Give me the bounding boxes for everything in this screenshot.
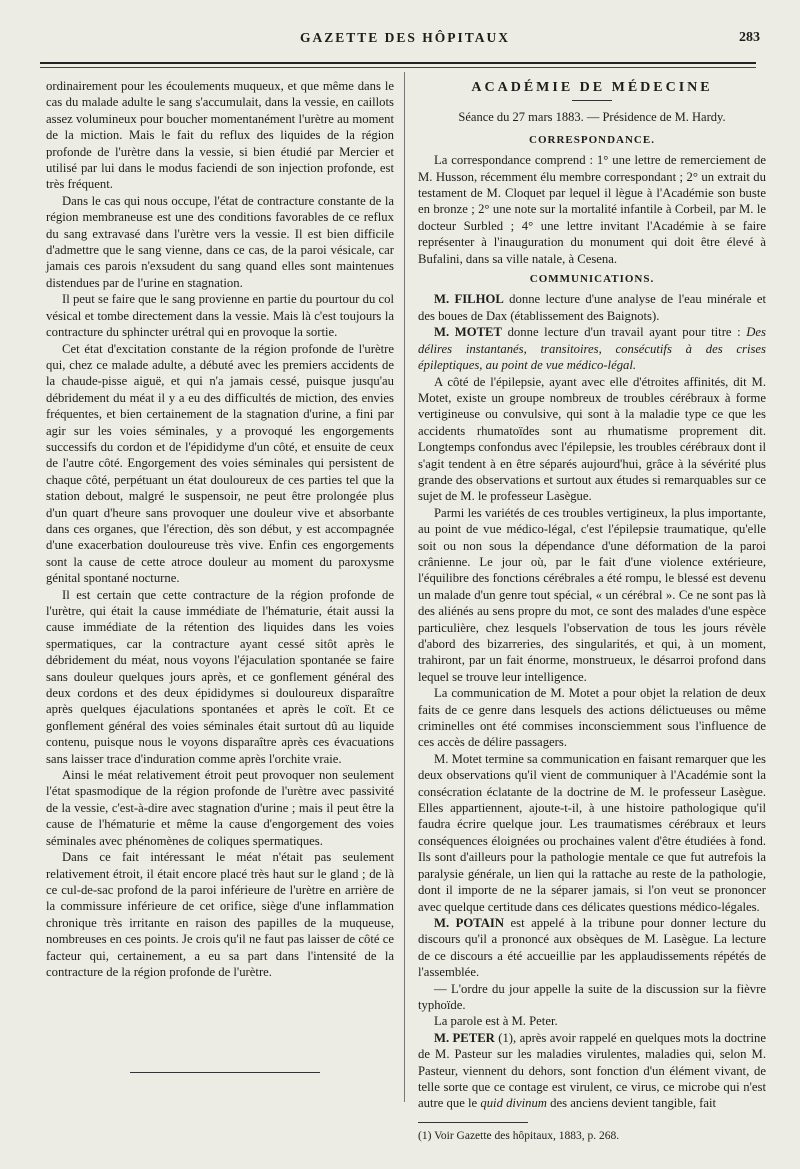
speaker-name: M. POTAIN bbox=[434, 915, 505, 930]
running-title: GAZETTE DES HÔPITAUX bbox=[299, 30, 511, 45]
paragraph: Cet état d'excitation constante de la région profonde de l'urètre qui, chez ce malade adulte, a débuté avec les premiers accidents de la chaude-pisse aiguë, et qui n'a jamais cessé, puisque jusqu'au débridement du méat il y a eu des difficultés de miction, des envies fréquentes, et bien certainement de la stagnation d'urine, a fini par agir sur les voies séminales, y a provoqué les engorgements successifs du cordon et de l'épididyme d'un côté, et ensuite de ceux de l'autre côté. Engorgement des voies séminales qui persistent de chaque côté, perpétuant un état douloureux de ces parties tel que la station debout, malgré le suspensoir, ne peut être prolongée plus d'un quart d'heure sans provoquer une douleur vive et absorbante dans ces organes, que l'érection, dès son début, y est accompagnée d'une exacerbation douloureuse très vive. Enfin ces engorgements sont la cause de cette atroce douleur au moment du paroxysme génital spontané nocturne. bbox=[46, 341, 394, 586]
paragraph: La parole est à M. Peter. bbox=[434, 1014, 558, 1029]
title-rule bbox=[572, 100, 612, 101]
paragraph: Parmi les variétés de ces troubles vertigineux, la plus importante, au point de vue médico-légal, c'est l'épilepsie traumatique, qu'elle soit ou non sous la dépendance d'une déformation de la paroi crânienne. Le jour où, par le fait d'une violence extérieure, l'équilibre des fonctions cérébrales a été rompu, le blessé est devenu un malade d'un genre tout spécial, « un cérébral ». Ce ne sont pas là des aliénés au sens propre du mot, ce sont des malades d'une espèce particulière, chez lesquels l'observation de tous les jours révèle d'abord des bizarreries, des singularités, et qui, à un moment, trahiront, par un fait énorme, monstrueux, le désarroi profond dans lequel se trouve leur intelligence. bbox=[418, 505, 766, 684]
article-end-rule bbox=[130, 1072, 320, 1073]
header-rule bbox=[40, 62, 756, 64]
section-title: ACADÉMIE DE MÉDECINE bbox=[471, 80, 713, 95]
paragraph-text: est appelé à la tribune pour donner lecture du discours qu'il a prononcé aux obsèques de M. Lasègue. La lecture de ce discours a été accueillie par les applaudissements répétés de l'assemblée. bbox=[418, 915, 766, 980]
paragraph bbox=[418, 324, 766, 373]
speaker-name: M. MOTET bbox=[434, 325, 502, 340]
paragraph: Dans ce fait intéressant le méat n'était pas seulement relativement étroit, il était encore placé très haut sur le gland ; de là ce cul-de-sac profond de la paroi inférieure de l'urètre en arrière de la commissure inférieure de cet orifice, siège d'une inflammation chronique très irritante en raison des papilles de la muqueuse, nombreuses en ces points. Je crois qu'il ne faut pas laisser de côté ce facteur qui, certainement, a eu sa part dans l'intensité de la contracture de la région profonde de l'urètre. bbox=[46, 850, 394, 979]
paragraph-text: , après avoir rappelé en quelques mots la doctrine de M. Pasteur sur les maladies virulentes, maladies qui, selon M. Pasteur, viennent du dehors, sont fonction d'un élément vivant, de telle sorte que ce contage est virulent, ce virus, ce microbe qui n'est autre que le bbox=[418, 1030, 766, 1111]
footnote-ref: (1) bbox=[494, 1030, 514, 1045]
paragraph bbox=[418, 1030, 766, 1112]
paragraph: — L'ordre du jour appelle la suite de la discussion sur la fièvre typhoïde. bbox=[418, 981, 766, 1012]
paragraph: A côté de l'épilepsie, ayant avec elle d'étroites affinités, dit M. Motet, existe un groupe nombreux de troubles cérébraux à forme vertigineuse ou convulsive, qui sont à la maladie type ce que les accidents rhumatoïdes sont au rhumatisme proprement dit. Longtemps confondus avec l'épilepsie, les troubles cérébraux dont il s'agit tendent à en être séparés aujourd'hui, grâce à la sévérité plus grande des observations et surtout aux études si remarquables sur ce sujet de M. le professeur Lasègue. bbox=[418, 374, 766, 504]
subsection-heading: CORRESPONDANCE. bbox=[529, 133, 655, 146]
paragraph-text: des anciens devient tangible, fait bbox=[546, 1096, 717, 1111]
paragraph: Il peut se faire que le sang provienne en partie du pourtour du col vésical et tombe directement dans la vessie. Mais là c'est toujours la contracture du sphincter urétral qui en provoque la sortie. bbox=[46, 292, 394, 340]
paragraph-text: donne lecture d'un travail ayant pour titre : bbox=[501, 325, 747, 340]
paragraph-text: donne lecture d'une analyse de l'eau minérale et des boues de Dax (établissement des Baignots). bbox=[418, 292, 766, 323]
right-column bbox=[418, 78, 766, 1143]
session-line: Séance du 27 mars 1883. — Présidence de M. Hardy. bbox=[458, 110, 726, 125]
speaker-name: M. FILHOL bbox=[434, 292, 504, 307]
work-title: Des délires instantanés, transitoires, consécutifs à des crises épileptiques, au point de vue médico-légal. bbox=[418, 325, 766, 373]
footnote: (1) Voir Gazette des hôpitaux, 1883, p. 268. bbox=[418, 1129, 620, 1142]
paragraph: M. Motet termine sa communication en faisant remarquer que les deux observations qu'il vient de communiquer à l'Académie sont la consécration éclatante de la doctrine de M. le professeur Lasègue. Elles appartiennent, ajoute-t-il, à une histoire pathologique qu'il faudra écrire quelque jour. Les traumatismes cérébraux et leurs conséquences éloignées ou prochaines valent d'être étudiées à fond. Ils sont d'ailleurs pour la pathologie mentale ce que fut autrefois la paralysie générale, un lien qui la rattache au reste de la pathologie, dont il importe de ne la séparer jamais, si l'on veut se prononcer avec quelque certitude dans ces délicates questions médico-légales. bbox=[418, 751, 766, 914]
paragraph bbox=[418, 291, 766, 324]
paragraph: La correspondance comprend : 1° une lettre de remerciement de M. Husson, récemment élu membre correspondant ; 2° un extrait du testament de M. Cloquet par lequel il lègue à l'Académie son buste en bronze ; 2° une note sur la mortalité infantile à Corbeil, par M. le docteur Surbled ; 4° une lettre invitant l'Académie à se faire représenter à l'inauguration du monument qui doit être élevé à Bufalini, dans sa ville natale, à Cesena. bbox=[418, 153, 766, 266]
left-column bbox=[46, 78, 394, 980]
paragraph: La communication de M. Motet a pour objet la relation de deux faits de ce genre dans lesquels des actions délictueuses ou même criminelles ont été commises inconsciemment sous l'influence de ces accès de délire passagers. bbox=[418, 686, 766, 750]
paragraph: Ainsi le méat relativement étroit peut provoquer non seulement l'état spasmodique de la région profonde de l'urètre avec passivité de la vessie, c'est-à-dire avec stagnation d'urine ; mais il peut être la cause de l'hématurie et même la cause d'engorgement des voies séminales avec phénomènes de coliques spermatiques. bbox=[46, 768, 394, 848]
paragraph: ordinairement pour les écoulements muqueux, et que même dans le cas du malade adulte le sang s'accumulait, dans la vessie, en caillots assez volumineux pour boucher momentanément l'urètre au moment de la miction. Mais le fait du reflux des liquides de la région profonde de l'urètre dans la vessie, si bien étudié par Mercier et utilisé par lui dans le modus faciendi de son injection profonde, est très fréquent. bbox=[46, 79, 394, 192]
paragraph bbox=[418, 915, 766, 981]
italic-phrase: quid divinum bbox=[480, 1096, 547, 1111]
subsection-heading: COMMUNICATIONS. bbox=[529, 273, 655, 286]
paragraph: Il est certain que cette contracture de la région profonde de l'urètre, qui était la cause immédiate de l'hématurie, était aussi la cause immédiate de la rétention des liquides dans les voies spermatiques, car la contracture ayant cessé sitôt après le débridement du méat, nous voyons l'éjaculation spontanée se faire sans douleur quelques jours après, et ce gonflement général des deux cordons et des deux épididymes si douloureux disparaître après quelques éjaculations spontanées et après le coït. Et ce gonflement général des voies séminales était surtout dû au liquide contenu, puisque nous le voyons disparaître après ces évacuations sans laisser trace d'induration comme après l'orchite vraie. bbox=[46, 587, 394, 766]
footnote-rule bbox=[418, 1122, 528, 1123]
page-number: 283 bbox=[739, 30, 760, 45]
header-rule-thin bbox=[40, 67, 756, 68]
page-header bbox=[50, 30, 760, 52]
paragraph: Dans le cas qui nous occupe, l'état de contracture constante de la région membraneuse est une des conditions favorables de ce reflux du sang extravasé dans l'urètre vers la vessie. Il est bien difficile d'admettre que le sang vienne, dans ce cas, de la paroi vésicale, car jamais ces parois n'exsudent du sang quand elles sont maintenues distendues par de l'urine en stagnation. bbox=[46, 193, 394, 290]
speaker-name: M. PETER bbox=[434, 1030, 495, 1045]
column-divider bbox=[404, 72, 405, 1102]
